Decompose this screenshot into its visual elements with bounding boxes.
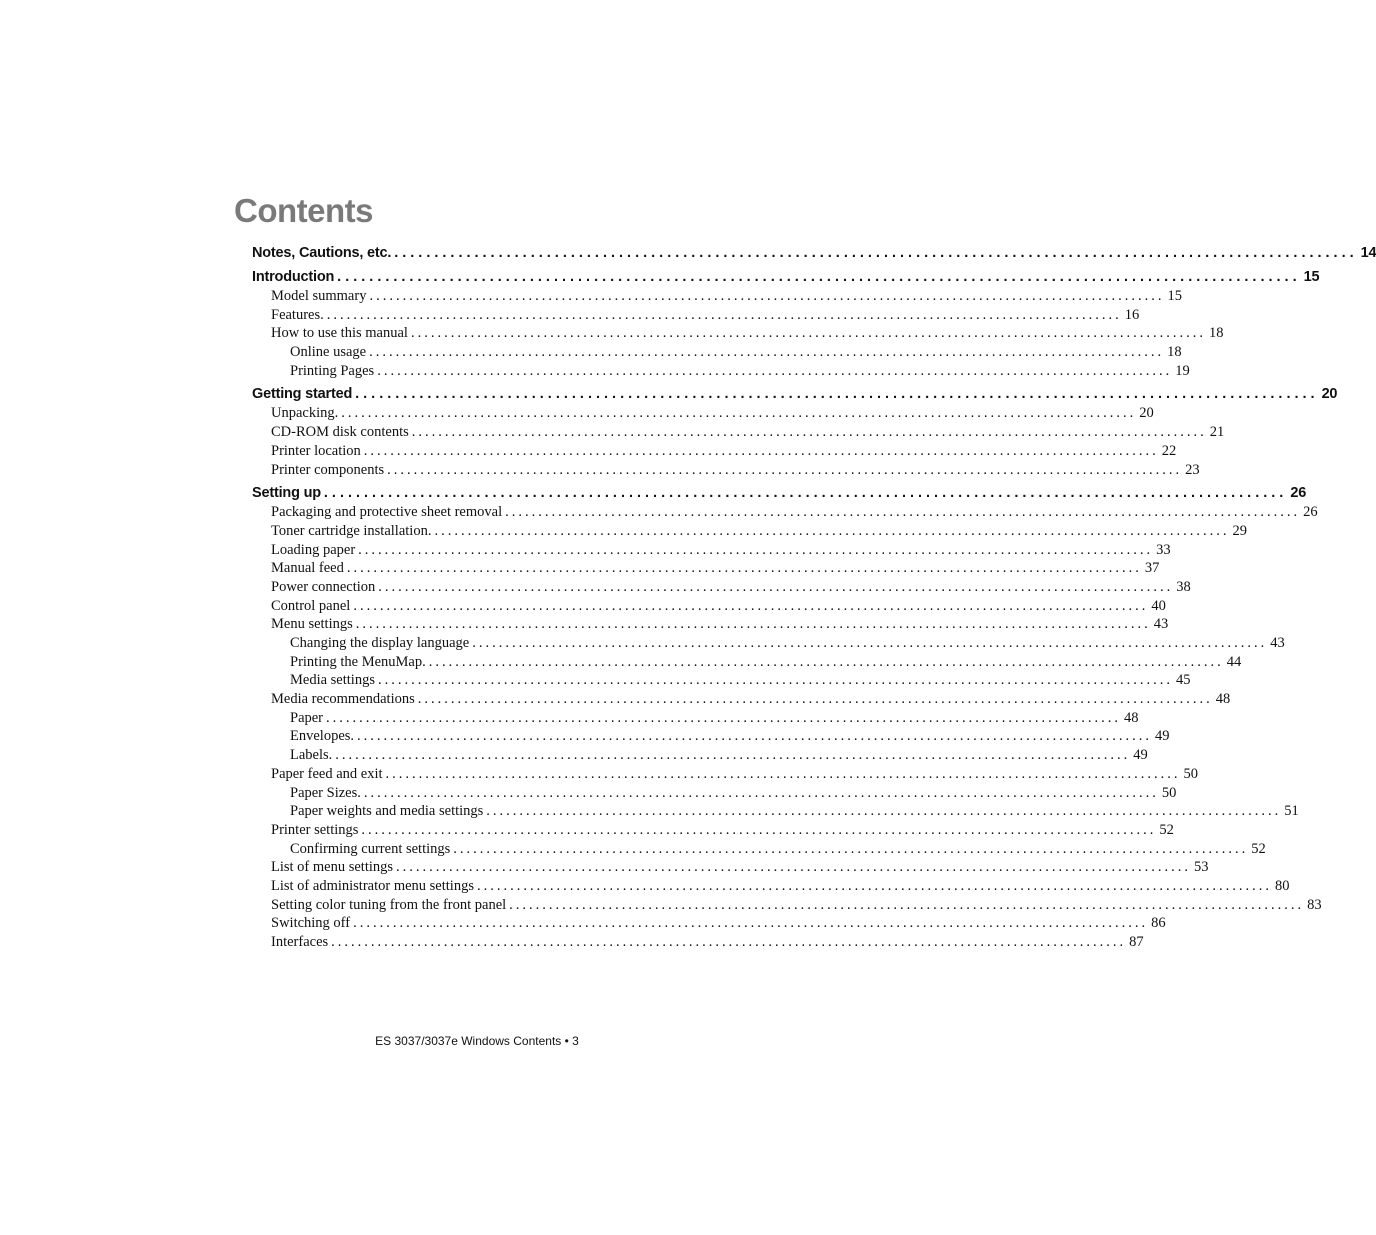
toc-entry-label: Power connection	[271, 578, 376, 595]
toc-entry[interactable]	[252, 306, 1140, 325]
toc-entry-page-number: 26	[1290, 485, 1307, 502]
toc-entry[interactable]	[252, 423, 1225, 442]
toc-entry[interactable]	[252, 343, 1182, 362]
toc-entry-label: Toner cartridge installation.	[271, 522, 432, 539]
dot-leader: ........................................................................................................................	[509, 896, 1305, 913]
toc-entry-label: Features.	[271, 306, 324, 323]
toc-entry-page-number: 18	[1208, 325, 1224, 342]
toc-entry[interactable]	[252, 933, 1144, 952]
toc-entry[interactable]	[252, 727, 1170, 746]
toc-entry-page-number: 49	[1133, 747, 1148, 764]
toc-entry-page-number: 50	[1183, 765, 1199, 782]
dot-leader: ........................................................................................................................	[377, 672, 1173, 689]
toc-entry-label: Media settings	[290, 672, 375, 689]
toc-entry-label: Unpacking.	[271, 405, 339, 422]
dot-leader: ........................................................................................................................	[486, 803, 1282, 820]
dot-leader: ........................................................................................................................	[472, 635, 1268, 651]
dot-leader: ........................................................................................................................	[387, 461, 1183, 478]
toc-entry-page-number: 22	[1161, 442, 1177, 459]
toc-entry-page-number: 87	[1129, 934, 1144, 950]
toc-entry[interactable]	[252, 442, 1177, 461]
toc-entry-page-number: 80	[1274, 877, 1290, 894]
dot-leader: ........................................................................................................................	[323, 485, 1288, 502]
toc-entry-label: How to use this manual	[271, 325, 408, 342]
toc-entry-label: Manual feed	[271, 560, 344, 577]
toc-entry[interactable]	[252, 268, 1320, 287]
toc-entry-page-number: 23	[1185, 461, 1200, 478]
toc-entry[interactable]	[252, 578, 1191, 597]
toc-entry-page-number: 21	[1209, 424, 1225, 441]
toc-entry-label: Paper weights and media settings	[290, 803, 484, 820]
dot-leader: ........................................................................................................................	[346, 560, 1142, 577]
toc-entry[interactable]	[252, 634, 1285, 653]
toc-entry[interactable]	[252, 615, 1169, 634]
dot-leader: ........................................................................................................................	[410, 325, 1206, 342]
toc-entry-label: Getting started	[252, 386, 353, 403]
toc-entry-page-number: 48	[1215, 691, 1231, 708]
dot-leader: ........................................................................................................................	[341, 405, 1137, 422]
toc-entry-label: Media recommendations	[271, 691, 415, 708]
dot-leader: ........................................................................................................................	[385, 765, 1181, 782]
toc-entry[interactable]	[252, 802, 1299, 821]
toc-entry[interactable]	[252, 503, 1318, 522]
dot-leader: ........................................................................................................................	[394, 245, 1358, 261]
toc-entry-page-number: 33	[1156, 541, 1171, 558]
dot-leader: ........................................................................................................................	[396, 859, 1192, 876]
toc-entry-label: Paper	[290, 709, 324, 726]
toc-entry-page-number: 48	[1124, 709, 1139, 726]
toc-entry-page-number: 37	[1144, 560, 1160, 577]
toc-entry[interactable]	[252, 877, 1290, 896]
toc-entry-label: Interfaces	[271, 934, 329, 950]
toc-entry-page-number: 43	[1153, 616, 1169, 633]
dot-leader: ........................................................................................................................	[353, 915, 1149, 932]
toc-entry-label: Paper Sizes.	[290, 784, 361, 801]
toc-entry-page-number: 86	[1151, 915, 1166, 932]
dot-leader: ........................................................................................................................	[361, 821, 1157, 838]
toc-entry-label: List of administrator menu settings	[271, 877, 474, 894]
toc-entry[interactable]	[252, 746, 1148, 765]
toc-entry[interactable]	[252, 690, 1231, 709]
dot-leader: ........................................................................................................................	[428, 653, 1224, 670]
toc-entry-page-number: 15	[1303, 269, 1320, 285]
toc-entry-page-number: 16	[1124, 306, 1140, 323]
page-footer: ES 3037/3037e Windows Contents • 3	[375, 1034, 579, 1048]
toc-entry-label: Notes, Cautions, etc.	[252, 245, 392, 261]
toc-entry[interactable]	[252, 858, 1209, 877]
toc-entry-page-number: 14	[1360, 245, 1376, 261]
dot-leader: ........................................................................................................................	[358, 541, 1154, 558]
toc-entry-label: Setting up	[252, 485, 321, 502]
toc-entry[interactable]	[252, 671, 1191, 690]
toc-entry-label: Packaging and protective sheet removal	[271, 504, 503, 521]
toc-entry-label: Loading paper	[271, 541, 356, 558]
toc-entry-page-number: 52	[1159, 821, 1174, 838]
toc-entry-label: Introduction	[252, 269, 335, 285]
toc-entry-page-number: 19	[1175, 362, 1190, 379]
page-title: Contents	[234, 192, 373, 229]
dot-leader: ........................................................................................................................	[434, 522, 1230, 539]
toc-entry-page-number: 51	[1284, 803, 1299, 820]
toc-entry-label: Envelopes.	[290, 728, 355, 745]
toc-entry[interactable]	[252, 821, 1174, 840]
toc-entry-label: Printer components	[271, 461, 385, 478]
toc-entry[interactable]	[252, 362, 1190, 381]
dot-leader: ........................................................................................................................	[363, 784, 1159, 801]
toc-entry-label: Control panel	[271, 597, 351, 614]
dot-leader: ........................................................................................................................	[411, 424, 1207, 441]
toc-entry-page-number: 29	[1232, 522, 1247, 539]
toc-entry[interactable]	[252, 765, 1199, 784]
toc-entry[interactable]	[252, 244, 1376, 263]
toc-entry[interactable]	[252, 287, 1182, 306]
dot-leader: ........................................................................................................................	[355, 616, 1151, 633]
toc-entry-label: Switching off	[271, 915, 351, 932]
toc-entry-page-number: 44	[1226, 653, 1242, 670]
dot-leader: ........................................................................................................................	[476, 877, 1272, 894]
dot-leader: ........................................................................................................................	[363, 442, 1159, 459]
toc-entry-page-number: 53	[1194, 859, 1209, 876]
toc-entry-page-number: 20	[1139, 405, 1154, 422]
toc-entry[interactable]	[252, 653, 1242, 672]
toc-entry[interactable]	[252, 324, 1224, 343]
toc-entry[interactable]	[252, 840, 1266, 859]
toc-entry[interactable]	[252, 597, 1166, 616]
toc-entry-label: Printer location	[271, 442, 361, 459]
dot-leader: ........................................................................................................................	[353, 597, 1149, 614]
dot-leader: ........................................................................................................................	[369, 344, 1165, 361]
toc-entry-page-number: 83	[1307, 896, 1322, 913]
toc-entry-label: Paper feed and exit	[271, 765, 383, 782]
dot-leader: ........................................................................................................................	[369, 288, 1165, 304]
toc-entry[interactable]	[252, 461, 1200, 480]
toc-entry[interactable]	[252, 709, 1139, 728]
toc-entry-label: Printer settings	[271, 821, 359, 838]
toc-entry-page-number: 49	[1155, 728, 1170, 745]
toc-entry-label: List of menu settings	[271, 859, 394, 876]
toc-entry-label: Model summary	[271, 288, 367, 304]
dot-leader: ........................................................................................................................	[505, 504, 1301, 521]
dot-leader: ........................................................................................................................	[357, 728, 1153, 745]
toc-entry-page-number: 52	[1251, 840, 1266, 857]
toc-entry-page-number: 50	[1161, 784, 1177, 801]
toc-entry-label: Printing the MenuMap.	[290, 653, 426, 670]
toc-entry[interactable]	[252, 484, 1307, 503]
toc-entry-page-number: 26	[1303, 504, 1318, 521]
toc-entry-page-number: 15	[1167, 288, 1182, 304]
toc-entry[interactable]	[252, 559, 1160, 578]
dot-leader: ........................................................................................................................	[326, 306, 1122, 323]
toc-entry-page-number: 43	[1270, 635, 1285, 651]
dot-leader: ........................................................................................................................	[378, 578, 1174, 595]
toc-entry[interactable]	[252, 914, 1166, 933]
dot-leader: ........................................................................................................................	[326, 709, 1122, 726]
table-of-contents	[252, 244, 1376, 952]
toc-entry-label: Menu settings	[271, 616, 353, 633]
dot-leader: ........................................................................................................................	[337, 269, 1301, 285]
toc-entry[interactable]	[252, 541, 1171, 560]
dot-leader: ........................................................................................................................	[453, 840, 1249, 857]
toc-entry[interactable]	[252, 896, 1322, 915]
toc-entry-page-number: 20	[1321, 386, 1338, 403]
dot-leader: ........................................................................................................................	[355, 386, 1319, 403]
dot-leader: ........................................................................................................................	[417, 691, 1213, 708]
dot-leader: ........................................................................................................................	[331, 934, 1127, 950]
toc-entry[interactable]	[252, 385, 1338, 404]
toc-entry-label: Setting color tuning from the front panel	[271, 896, 507, 913]
toc-entry-label: Changing the display language	[290, 635, 470, 651]
toc-entry-page-number: 18	[1167, 344, 1182, 361]
toc-entry-page-number: 38	[1176, 578, 1191, 595]
toc-entry[interactable]	[252, 784, 1177, 803]
toc-entry-page-number: 40	[1151, 597, 1166, 614]
toc-entry[interactable]	[252, 404, 1154, 423]
toc-entry-label: Confirming current settings	[290, 840, 451, 857]
dot-leader: ........................................................................................................................	[377, 362, 1173, 379]
toc-entry-label: CD-ROM disk contents	[271, 424, 409, 441]
toc-entry-label: Online usage	[290, 344, 367, 361]
toc-entry-page-number: 45	[1175, 672, 1191, 689]
toc-entry-label: Printing Pages	[290, 362, 375, 379]
toc-entry-label: Labels.	[290, 747, 333, 764]
dot-leader: ........................................................................................................................	[335, 747, 1131, 764]
toc-entry[interactable]	[252, 522, 1247, 541]
